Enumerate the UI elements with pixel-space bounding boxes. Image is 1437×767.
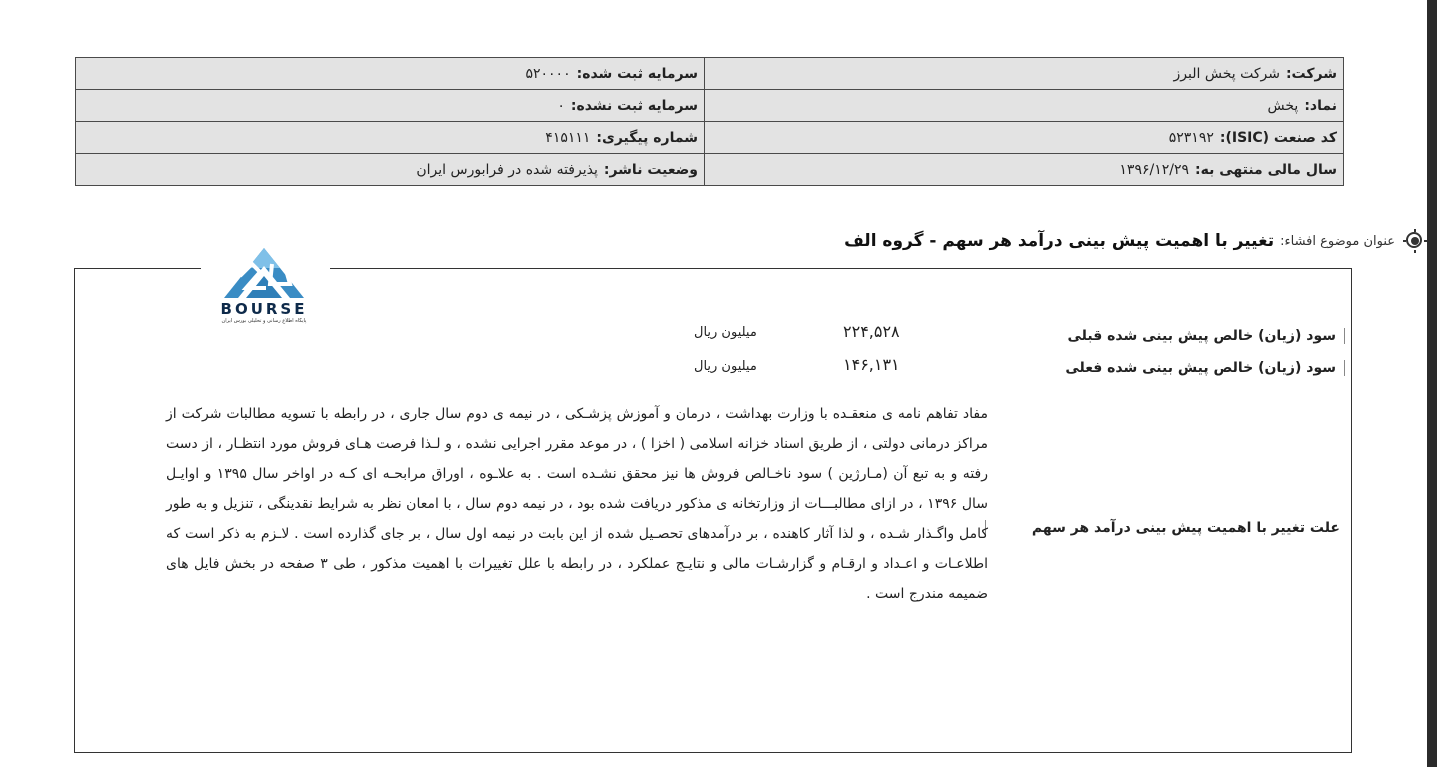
company-key: شرکت: — [1285, 65, 1337, 82]
change-reason-text: مفاد تفاهم نامه ی منعقـده با وزارت بهداشت ، درمان و آموزش پزشـکی ، در نیمه ی دوم سال جاری ، در رابطه با تسویه مطالبات شرکت از مراکز درمانی دولتی ، از طریق اسناد خزانه اسلامی ( اخزا ) ، در موعد مقرر اجرایی نشده ، و لـذا فرصت هـای فروش مورد انتظـار ، از دست رفته و به تبع آن (مـارژین ) سود ناخـالص فروش ها نیز محقق نشـده است . به علاـوه ، اوراق مرابحـه ای کـه در اواخر سال ۱۳۹۵ و اوایـل سال ۱۳۹۶ ، در ازای مطالبـــات از وزارتخانه ی مذکور دریافت شده بود ، در نیمه دوم سال ، با امعان نظر به شرایط نقدینگی ، تنزیل و به طور کامل واگـذار شـده ، و لذا آثار کاهنده ، بر درآمدهای تحصـیل شده از این بابت در نیمه اول سال ، بر جای گذارده است . لاـزم به ذکر است که اطلاعـات و اعـداد و ارقـام و گزارشـات مالی و نتایـج عملکرد ، در رابطه با علل تغییرات با اهمیت مذکور ، طی ۳ صفحه در بخش فایل های ضمیمه مندرج است . — [166, 406, 988, 602]
publisher-status-cell — [76, 154, 705, 186]
fiscal-year-value: ۱۳۹۶/۱۲/۲۹ — [1119, 161, 1189, 178]
registered-capital-key: سرمایه ثبت شده: — [576, 65, 698, 82]
logo-text: BOURSE — [220, 300, 308, 318]
change-reason-label — [985, 520, 1340, 536]
subject-title: تغییر با اهمیت پیش بینی درآمد هر سهم - گروه الف — [844, 231, 1275, 251]
info-row — [76, 154, 1344, 186]
isic-value: ۵۲۳۱۹۲ — [1168, 129, 1214, 146]
company-info-table — [75, 57, 1344, 186]
symbol-key: نماد: — [1304, 97, 1337, 114]
registered-capital-value: ۵۲۰۰۰۰ — [525, 65, 571, 82]
current-forecast-unit: میلیون ریال — [694, 359, 757, 374]
previous-forecast-unit: میلیون ریال — [694, 325, 757, 340]
tracking-number-value: ۴۱۵۱۱۱ — [545, 129, 591, 146]
info-row — [76, 122, 1344, 154]
unregistered-capital-cell — [76, 90, 705, 122]
unregistered-capital-key: سرمایه ثبت نشده: — [570, 97, 698, 114]
fiscal-year-key: سال مالی منتهی به: — [1195, 161, 1337, 178]
unregistered-capital-value: ۰ — [557, 97, 565, 114]
fiscal-year-cell — [705, 154, 1344, 186]
isic-key: کد صنعت (ISIC): — [1219, 129, 1337, 146]
symbol-cell — [705, 90, 1344, 122]
previous-forecast-value: ۲۲۴,۵۲۸ — [843, 322, 900, 341]
scrollbar[interactable] — [1427, 0, 1437, 767]
symbol-value: پخش — [1267, 97, 1299, 114]
company-cell — [705, 58, 1344, 90]
previous-forecast-label: سود (زیان) خالص پیش بینی شده قبلی — [1068, 328, 1346, 344]
disclosure-subject — [844, 229, 1427, 253]
subject-label: عنوان موضوع افشاء: — [1280, 233, 1395, 249]
tracking-number-cell — [76, 122, 705, 154]
current-forecast-value: ۱۴۶,۱۳۱ — [843, 355, 900, 374]
current-forecast-label: سود (زیان) خالص پیش بینی شده فعلی — [1065, 360, 1345, 376]
publisher-status-key: وضعیت ناشر: — [603, 161, 698, 178]
tracking-number-key: شماره پیگیری: — [596, 129, 698, 146]
company-value: شرکت پخش البرز — [1173, 65, 1280, 82]
logo-subtitle: پایگاه اطلاع رسانی و تحلیلی بورس ایران — [221, 318, 307, 324]
registered-capital-cell — [76, 58, 705, 90]
change-reason-label-text: علت تغییر با اهمیت پیش بینی درآمد هر سهم — [1031, 520, 1340, 536]
info-row — [76, 58, 1344, 90]
info-row — [76, 90, 1344, 122]
bourse-logo-mark — [194, 242, 334, 302]
target-bullet-icon — [1403, 229, 1427, 253]
bourse-logo — [194, 242, 344, 330]
isic-cell — [705, 122, 1344, 154]
publisher-status-value: پذیرفته شده در فرابورس ایران — [416, 161, 598, 178]
